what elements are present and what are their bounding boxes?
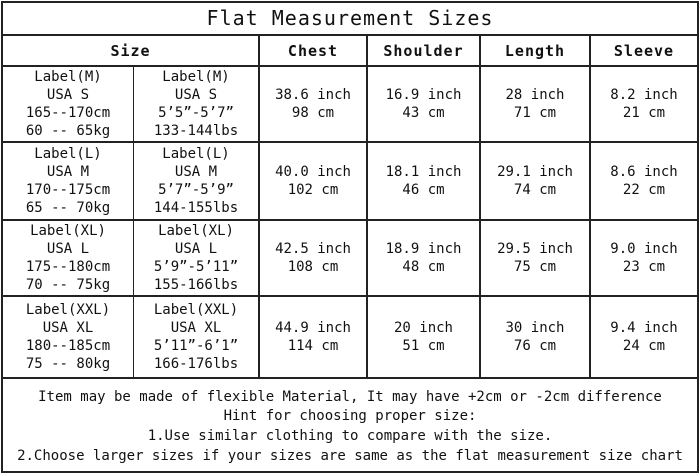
size-label: Label(L) (162, 146, 230, 162)
height-range: 175--180cm (25, 259, 111, 275)
weight-range: 70 -- 75kg (25, 277, 111, 293)
shoulder-inch: 20 inch (393, 320, 453, 336)
row3-imperial-size (134, 221, 258, 295)
height-range: 5’5”-5’7” (158, 105, 234, 121)
sleeve-cm: 24 cm (622, 338, 666, 354)
length-inch: 30 inch (505, 320, 565, 336)
length-inch: 29.5 inch (497, 241, 573, 257)
note-hint-title: Hint for choosing proper size: (223, 408, 477, 424)
height-range: 5’11”-6’1” (153, 338, 239, 354)
usa-size: USA L (46, 241, 90, 257)
shoulder-inch: 18.1 inch (385, 164, 462, 180)
row3-metric-size (3, 221, 133, 295)
shoulder-inch: 18.9 inch (385, 241, 462, 257)
sleeve-inch: 8.6 inch (610, 164, 678, 180)
row4-metric-size (3, 297, 133, 377)
height-range: 5’7”-5’9” (158, 182, 234, 198)
row1-sleeve (591, 67, 697, 141)
header-sleeve: Sleeve (613, 41, 675, 60)
row4-length (481, 297, 589, 377)
size-label: Label(XL) (158, 223, 234, 239)
chart-title: Flat Measurement Sizes (206, 6, 494, 30)
header-chest: Chest (287, 41, 339, 60)
usa-size: USA M (174, 164, 218, 180)
sleeve-cm: 23 cm (622, 259, 666, 275)
height-range: 165--170cm (25, 105, 111, 121)
row3-length (481, 221, 589, 295)
row2-shoulder (368, 143, 479, 219)
shoulder-cm: 48 cm (402, 259, 445, 275)
sleeve-cm: 22 cm (622, 182, 666, 198)
shoulder-cm: 51 cm (402, 338, 445, 354)
usa-size: USA XL (170, 320, 222, 336)
length-cm: 76 cm (513, 338, 557, 354)
usa-size: USA L (174, 241, 218, 257)
size-label: Label(XXL) (153, 302, 239, 318)
chest-cm: 98 cm (291, 105, 335, 121)
note-flexible-material: Item may be made of flexible Material, It may have +2cm or -2cm difference (38, 389, 662, 405)
shoulder-inch: 16.9 inch (385, 87, 462, 103)
chest-inch: 44.9 inch (275, 320, 351, 336)
row2-sleeve (591, 143, 697, 219)
chest-inch: 40.0 inch (275, 164, 351, 180)
weight-range: 133-144lbs (153, 123, 239, 139)
sleeve-inch: 9.4 inch (610, 320, 678, 336)
weight-range: 166-176lbs (153, 356, 239, 372)
height-range: 170--175cm (25, 182, 111, 198)
row1-metric-size (3, 67, 133, 141)
header-shoulder: Shoulder (383, 41, 464, 60)
length-cm: 74 cm (513, 182, 557, 198)
height-range: 180--185cm (25, 338, 111, 354)
length-inch: 29.1 inch (497, 164, 573, 180)
usa-size: USA S (46, 87, 90, 103)
chest-inch: 38.6 inch (275, 87, 351, 103)
row4-sleeve (591, 297, 697, 377)
row2-chest (260, 143, 366, 219)
row4-shoulder (368, 297, 479, 377)
weight-range: 60 -- 65kg (25, 123, 111, 139)
weight-range: 155-166lbs (153, 277, 239, 293)
size-label: Label(XXL) (25, 302, 111, 318)
row3-chest (260, 221, 366, 295)
row4-imperial-size (134, 297, 258, 377)
length-cm: 75 cm (513, 259, 557, 275)
sleeve-cm: 21 cm (622, 105, 666, 121)
border-bottom (1, 471, 699, 473)
weight-range: 75 -- 80kg (25, 356, 111, 372)
chest-cm: 102 cm (287, 182, 339, 198)
row1-shoulder (368, 67, 479, 141)
sleeve-inch: 8.2 inch (610, 87, 678, 103)
size-label: Label(M) (34, 69, 102, 85)
weight-range: 144-155lbs (153, 200, 239, 216)
shoulder-cm: 43 cm (402, 105, 445, 121)
usa-size: USA M (46, 164, 90, 180)
chest-cm: 108 cm (287, 259, 339, 275)
usa-size: USA XL (42, 320, 94, 336)
row1-length (481, 67, 589, 141)
size-label: Label(XL) (30, 223, 106, 239)
row3-shoulder (368, 221, 479, 295)
chest-inch: 42.5 inch (275, 241, 351, 257)
row4-chest (260, 297, 366, 377)
note-hint-1: 1.Use similar clothing to compare with the size. (147, 428, 553, 444)
row1-imperial-size (134, 67, 258, 141)
header-length: Length (504, 41, 566, 60)
shoulder-cm: 46 cm (402, 182, 445, 198)
length-inch: 28 inch (505, 87, 565, 103)
header-size: Size (110, 41, 151, 60)
row2-imperial-size (134, 143, 258, 219)
note-hint-2: 2.Choose larger sizes if your sizes are same as the flat measurement size chart (17, 448, 683, 464)
height-range: 5’9”-5’11” (153, 259, 239, 275)
sleeve-inch: 9.0 inch (610, 241, 678, 257)
row2-metric-size (3, 143, 133, 219)
size-label: Label(L) (34, 146, 102, 162)
length-cm: 71 cm (513, 105, 557, 121)
row1-chest (260, 67, 366, 141)
row2-length (481, 143, 589, 219)
usa-size: USA S (174, 87, 218, 103)
chest-cm: 114 cm (287, 338, 339, 354)
weight-range: 65 -- 70kg (25, 200, 111, 216)
row3-sleeve (591, 221, 697, 295)
rule-row4 (1, 377, 699, 379)
size-label: Label(M) (162, 69, 230, 85)
